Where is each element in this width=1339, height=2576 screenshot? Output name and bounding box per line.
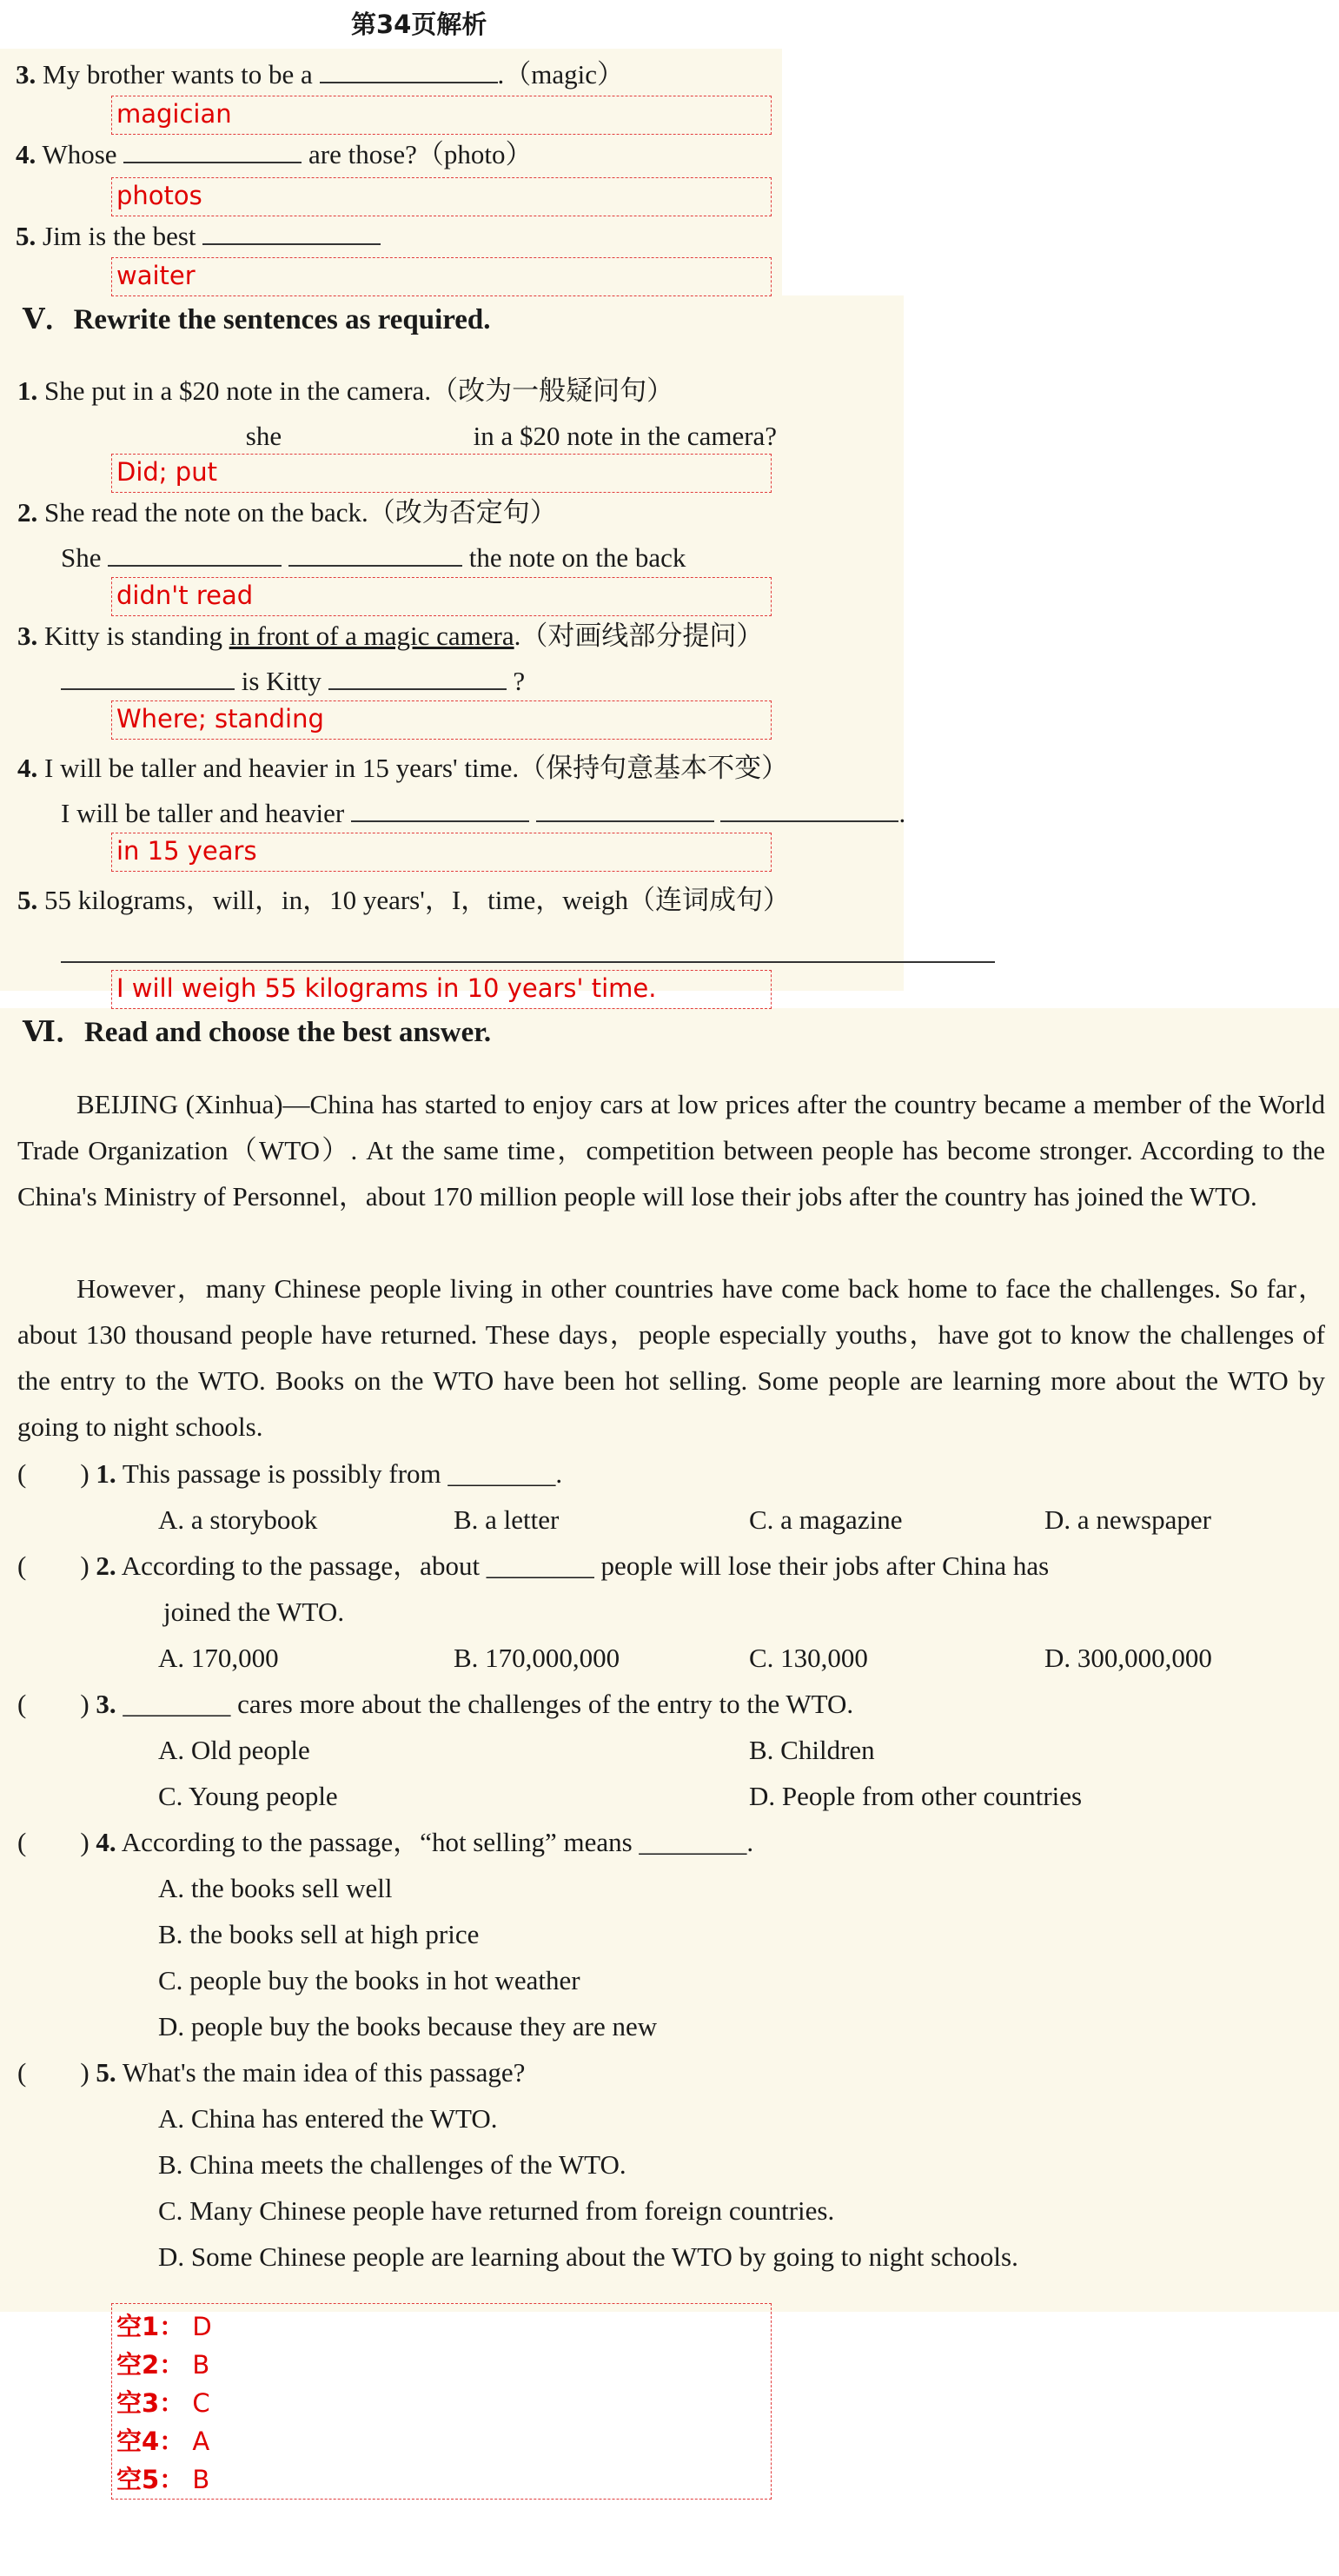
choice-question-cont: joined the WTO. (163, 1597, 345, 1627)
choice-question: ( ) 1. This passage is possibly from ________. (17, 1458, 563, 1489)
question-line: she in a $20 note in the camera? (245, 421, 778, 451)
option: A. a storybook (158, 1504, 318, 1535)
option: C. Many Chinese people have returned from foreign countries. (158, 2195, 835, 2226)
answer-box: waiter (111, 257, 772, 296)
answer-key-row: 空3： C (116, 2388, 210, 2418)
question-item: 2. She read the note on the back.（改为否定句） (17, 497, 557, 528)
option: B. Children (749, 1735, 875, 1765)
question-item: 5. Jim is the best (16, 219, 381, 254)
option: C. people buy the books in hot weather (158, 1965, 580, 1995)
question-line: I will be taller and heavier . (61, 798, 906, 828)
option: B. 170,000,000 (454, 1643, 620, 1673)
answer-box: magician (111, 96, 772, 135)
answer-box: in 15 years (111, 833, 772, 872)
choice-question: ( ) 4. According to the passage，“hot selling” means ________. (17, 1827, 754, 1857)
option: A. Old people (158, 1735, 310, 1765)
question-item: 5. 55 kilograms，will，in，10 years'，I，time，weigh（连词成句） (17, 885, 790, 915)
question-item: 4. Whose are those?（photo） (16, 139, 533, 169)
option: B. China meets the challenges of the WTO. (158, 2149, 626, 2180)
answer-box: Where; standing (111, 700, 772, 740)
choice-question: ( ) 5. What's the main idea of this passage? (17, 2057, 526, 2088)
option: D. a newspaper (1044, 1504, 1211, 1535)
answer-key-row: 空4： A (116, 2427, 210, 2456)
answer-key-row: 空5： B (116, 2465, 210, 2494)
answer-box: I will weigh 55 kilograms in 10 years' time. (111, 970, 772, 1009)
option: A. the books sell well (158, 1873, 393, 1903)
question-line: She the note on the back (61, 542, 686, 573)
option: D. 300,000,000 (1044, 1643, 1212, 1673)
option: C. 130,000 (749, 1643, 868, 1673)
section-heading: Ⅴ．Rewrite the sentences as required. (23, 304, 491, 335)
question-line: is Kitty ? (61, 664, 525, 699)
option: D. Some Chinese people are learning about the WTO by going to night schools. (158, 2241, 1018, 2272)
option: B. the books sell at high price (158, 1919, 480, 1949)
question-item: 3. My brother wants to be a .（magic） (16, 59, 625, 90)
question-item: 4. I will be taller and heavier in 15 years' time.（保持句意基本不变） (17, 753, 789, 783)
option: A. 170,000 (158, 1643, 279, 1673)
option: C. Young people (158, 1781, 338, 1811)
answer-line (61, 961, 995, 963)
page-title: 第34页解析 (351, 10, 487, 39)
answer-key-row: 空1： D (116, 2312, 212, 2341)
option: A. China has entered the WTO. (158, 2103, 498, 2134)
option: B. a letter (454, 1504, 560, 1535)
answer-key-box (111, 2303, 772, 2500)
passage-paragraph: BEIJING (Xinhua)—China has started to enjoy cars at low prices after the country became a member of the World Trade Organization（WTO）. At the same time，competition between people has become stronger. According to the China's Ministry of Personnel，about 170 million people will lose their jobs after the country has joined the WTO. (17, 1089, 1325, 1212)
choice-question: ( ) 3. ________ cares more about the challenges of the entry to the WTO. (17, 1689, 854, 1719)
option: D. People from other countries (749, 1781, 1083, 1811)
answer-box: Did; put (111, 454, 772, 493)
question-item: 1. She put in a $20 note in the camera.（改为一般疑问句） (17, 375, 674, 406)
section-heading: Ⅵ．Read and choose the best answer. (23, 1017, 492, 1048)
choice-question: ( ) 2. According to the passage，about ________ people will lose their jobs after China has (17, 1550, 1050, 1581)
option: C. a magazine (749, 1504, 903, 1535)
passage-paragraph: However，many Chinese people living in other countries have come back home to face the challenges. So far，about 130 thousand people have returned. These days，people especially youths，have got to know the challenges of the entry to the WTO. Books on the WTO have been hot selling. Some people are learning more about the WTO by going to night schools. (17, 1273, 1325, 1442)
question-item: 3. Kitty is standing in front of a magic camera.（对画线部分提问） (17, 621, 764, 651)
answer-key-row: 空2： B (116, 2350, 210, 2380)
answer-box: didn't read (111, 577, 772, 616)
answer-box: photos (111, 177, 772, 216)
option: D. people buy the books because they are new (158, 2011, 658, 2042)
